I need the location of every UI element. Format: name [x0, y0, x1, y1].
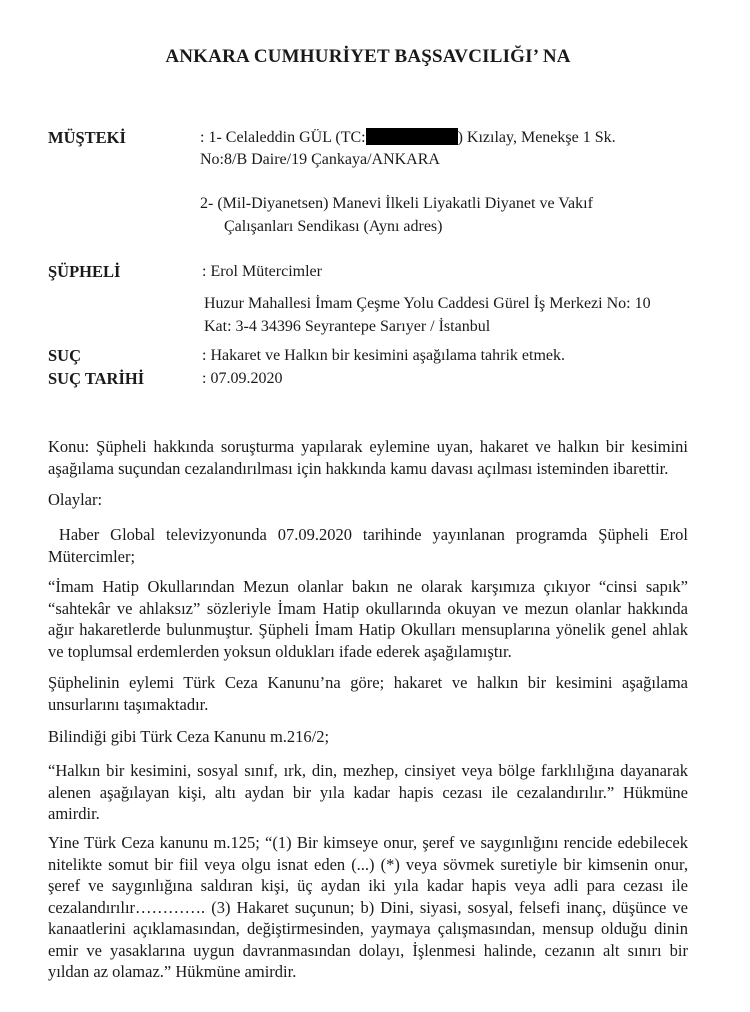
redaction-bar — [366, 128, 458, 145]
crime-label: SUÇ — [48, 346, 82, 365]
statement-line: ve toplumsal erdemlerden yoksun oldukları ifade ederek aşağılamıştır. — [48, 641, 512, 661]
statement-line: “İmam Hatip Okullarından Mezun olanlar bakın ne olarak karşımıza çıkıyor “cinsi sapık” — [48, 577, 688, 596]
suspect-address-line-2: Kat: 3-4 34396 Seyrantepe Sarıyer / İstanbul — [204, 318, 491, 335]
broadcast-line: Haber Global televizyonunda 07.09.2020 tarihinde yayınlanan programda Şüpheli Erol — [48, 525, 688, 544]
act-line: Şüphelinin eylemi Türk Ceza Kanunu’na göre; hakaret ve halkın bir kesimini aşağılama — [48, 673, 688, 692]
statement-line: “sahtekâr ve ahlaksız” sözleriyle İmam Hatip okullarında okuyan ve mezun olanlar hakkında — [48, 598, 688, 618]
document-title: ANKARA CUMHURİYET BAŞSAVCILIĞI’ NA — [165, 46, 571, 67]
law-reference-paragraph — [48, 726, 688, 748]
act-paragraph — [48, 672, 688, 715]
broadcast-line: Mütercimler; — [48, 546, 136, 566]
statement-line: ağır hakaretlerde bulunmuştur. Şüpheli İmam Hatip Okulları mensuplarına yönelik genel ahlak — [48, 620, 688, 639]
article-125-quote — [48, 832, 688, 983]
article-125-line: yıldan az olamaz.” Hükmüne amirdir. — [48, 962, 297, 981]
article-216-line: amirdir. — [48, 804, 100, 823]
complainant-2-line-2: Çalışanları Sendikası (Aynı adres) — [224, 218, 443, 235]
article-125-line: şeref ve saygınlığına saldıran kişi, üç aydan iki yıla kadar hapis veya adli para cezası ile — [48, 876, 688, 895]
crime-date-value: : 07.09.2020 — [202, 370, 283, 387]
suspect-address-line-1: Huzur Mahallesi İmam Çeşme Yolu Caddesi Gürel İş Merkezi No: 10 — [204, 295, 651, 312]
article-125-line: emir ve yasaklarına uygun davranmasından dolayı, İşlenmesi halinde, cezanın alt sınırı bir — [48, 940, 688, 960]
law-reference-line: Bilindiği gibi Türk Ceza Kanunu m.216/2; — [48, 727, 330, 746]
complainant-2-line-1: 2- (Mil-Diyanetsen) Manevi İlkeli Liyakatli Diyanet ve Vakıf — [200, 195, 593, 212]
complainant-label: MÜŞTEKİ — [48, 128, 126, 147]
article-125-line: kanaatlerini açıklamasından, değiştirmesinden, yaymaya çalışmasından, mensup olduğu dinin — [48, 919, 688, 938]
crime-date-label: SUÇ TARİHİ — [48, 369, 145, 388]
crime-value: : Hakaret ve Halkın bir kesimini aşağılama tahrik etmek. — [202, 347, 565, 364]
subject-line: aşağılama suçundan cezalandırılması için hakkında kamu davası açılması isteminden ibarettir. — [48, 458, 669, 478]
complainant-line-1 — [200, 126, 616, 149]
complainant-line-1-suffix: ) Kızılay, Menekşe 1 Sk. — [457, 129, 616, 146]
subject-line: Konu: Şüpheli hakkında soruşturma yapılarak eylemine uyan, hakaret ve halkın bir kesimini — [48, 437, 688, 456]
act-line: unsurlarını taşımaktadır. — [48, 694, 209, 714]
article-125-line: cezalandırılır…………. (3) Hakaret suçunun; b) Dini, siyasi, sosyal, felsefi inanç, düşünce ve — [48, 897, 688, 917]
article-125-line: Yine Türk Ceza kanunu m.125; “(1) Bir kimseye onur, şeref ve saygınlığını rencide edebilecek — [48, 833, 688, 852]
suspect-label: ŞÜPHELİ — [48, 262, 121, 281]
article-216-line: “Halkın bir kesimini, sosyal sınıf, ırk, din, mezhep, cinsiyet veya bölge farklılığına dayanarak — [48, 761, 688, 780]
events-label: Olaylar: — [48, 490, 103, 509]
statement-paragraph — [48, 576, 688, 662]
events-heading — [48, 489, 688, 511]
broadcast-paragraph — [48, 524, 688, 567]
subject-paragraph — [48, 436, 688, 479]
complainant-line-1-prefix: : 1- Celaleddin GÜL (TC: — [200, 129, 366, 146]
suspect-name: : Erol Mütercimler — [202, 263, 322, 280]
article-125-line: nitelikte somut bir fiil veya olgu isnat eden (...) (*) veya sövmek suretiyle bir kimsenin onur, — [48, 854, 688, 874]
article-216-line: alenen aşağılayan kişi, altı aydan bir yıla kadar hapis cezası ile cezalandırılır.” Hükmüne — [48, 782, 688, 802]
complainant-line-2: No:8/B Daire/19 Çankaya/ANKARA — [200, 151, 440, 168]
article-216-quote — [48, 760, 688, 825]
